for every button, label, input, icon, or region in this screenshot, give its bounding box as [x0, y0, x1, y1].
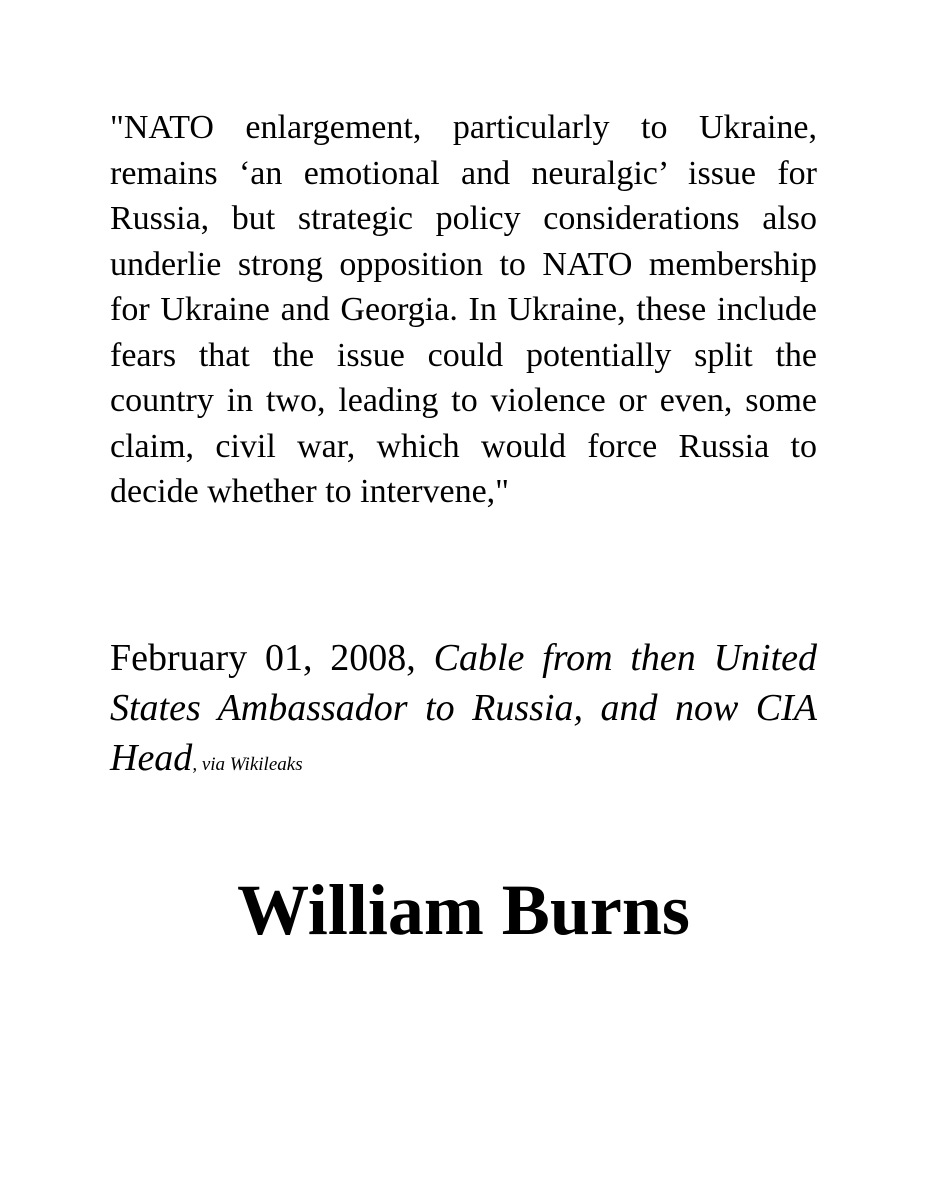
citation-via: , via Wikileaks	[192, 754, 303, 775]
citation-date: February 01, 2008,	[110, 637, 416, 679]
author-name: William Burns	[237, 870, 690, 950]
citation-source: Cable from then United States Ambassador to Russia, and now CIA Head	[110, 637, 817, 779]
citation	[110, 633, 817, 790]
quote-text: "NATO enlargement, particularly to Ukraine, remains ‘an emotional and neuralgic’ issue for Russia, but strategic policy considerations also underlie strong opposition to NATO membership for Ukraine and Georgia. In Ukraine, these include fears that the issue could potentially split the country in two, leading to violence or even, some claim, civil war, which would force Russia to decide whether to intervene,"	[110, 109, 817, 510]
